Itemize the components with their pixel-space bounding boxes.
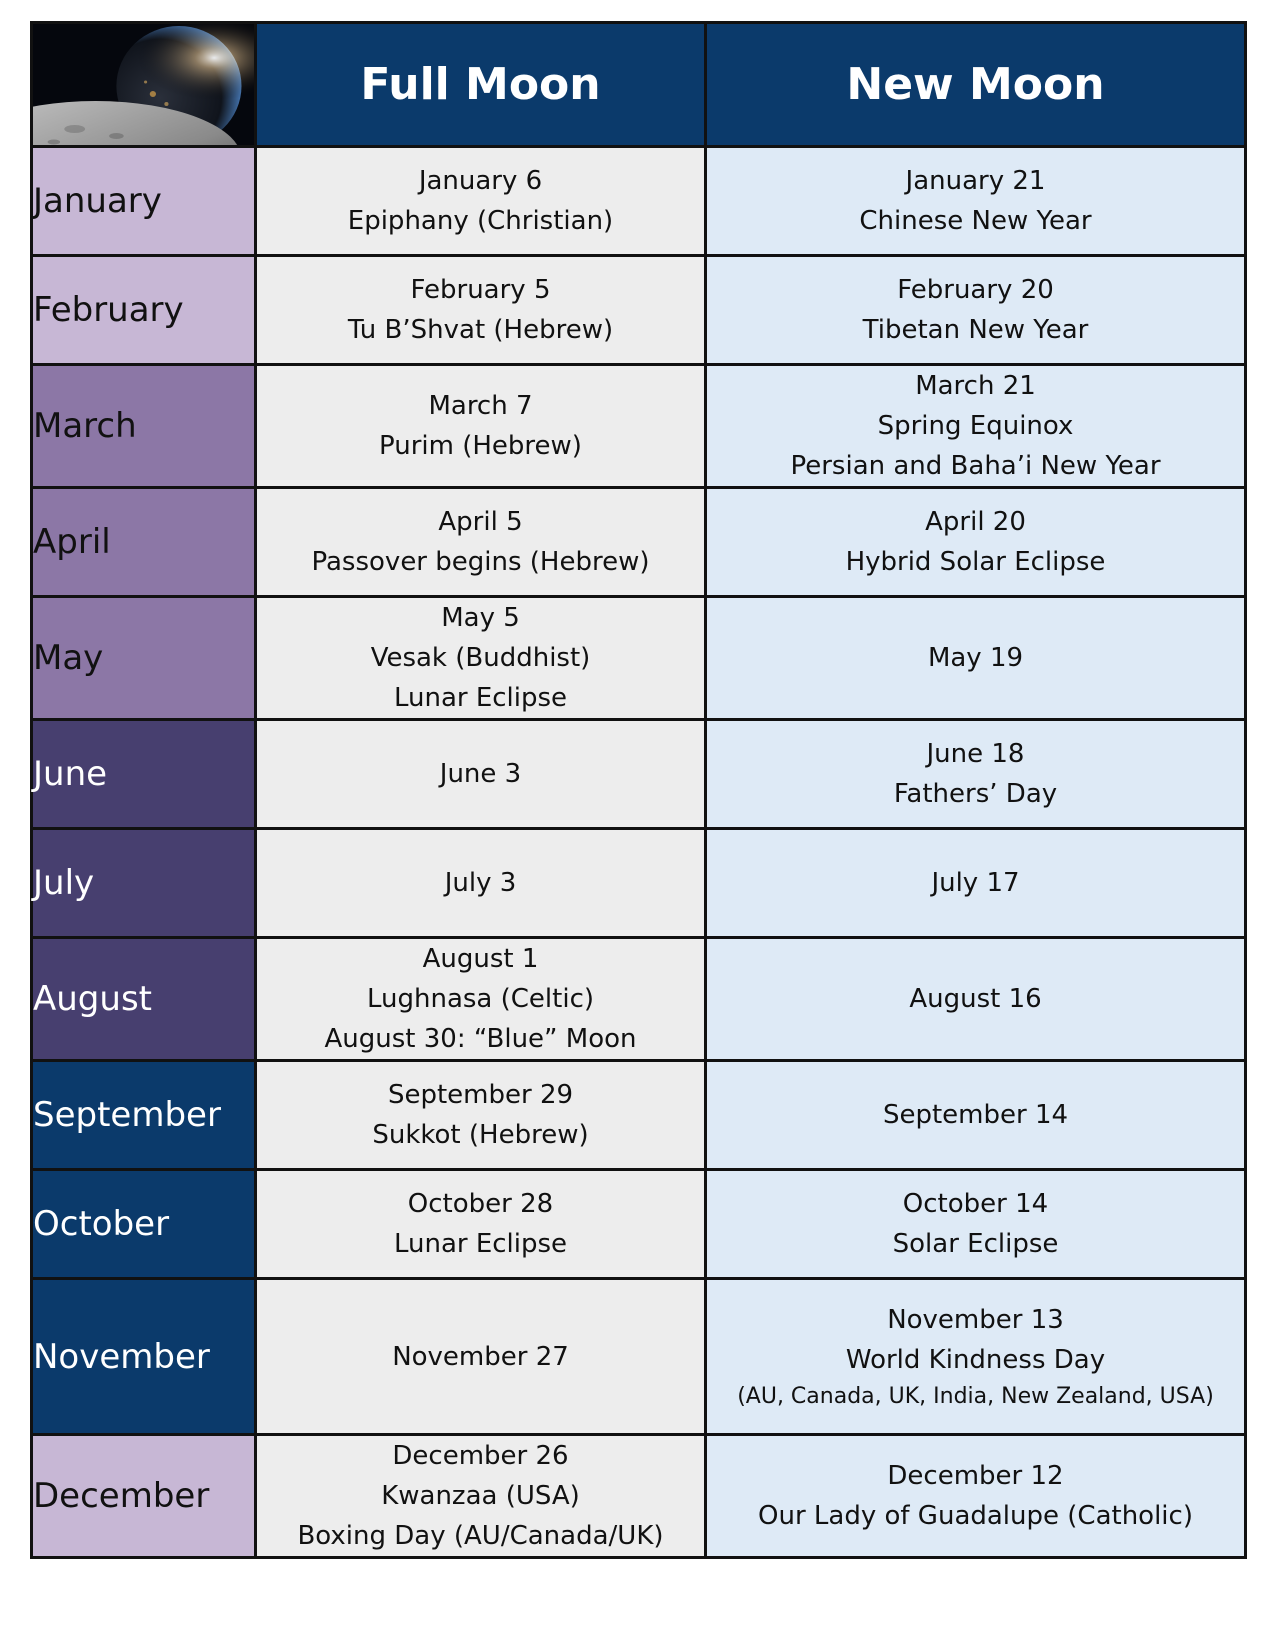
full-moon-cell [256,256,706,365]
month-label: February [32,256,256,365]
month-label: July [32,829,256,938]
full-moon-text: Kwanzaa (USA) [381,1481,580,1511]
month-label: October [32,1170,256,1279]
full-moon-text: Boxing Day (AU/Canada/UK) [297,1521,664,1551]
month-row [32,938,1246,1061]
full-moon-cell [256,938,706,1061]
full-moon-cell [256,488,706,597]
month-row [32,597,1246,720]
month-label: March [32,365,256,488]
new-moon-text: May 19 [927,643,1024,673]
full-moon-cell [256,829,706,938]
month-label: April [32,488,256,597]
new-moon-cell [706,720,1246,829]
full-moon-text: August 1 [422,944,539,974]
new-moon-text: Persian and Baha’i New Year [790,451,1161,481]
full-moon-text: August 30: “Blue” Moon [324,1024,637,1054]
month-row [32,720,1246,829]
planet-image [33,24,254,145]
full-moon-cell [256,597,706,720]
full-moon-cell [256,1435,706,1558]
new-moon-text: August 16 [909,984,1042,1014]
new-moon-text: April 20 [925,507,1026,537]
full-moon-text: October 28 [407,1189,554,1219]
new-moon-text: Hybrid Solar Eclipse [845,547,1106,577]
new-moon-text: February 20 [897,275,1054,305]
new-moon-cell [706,938,1246,1061]
full-moon-text: February 5 [410,275,551,305]
full-moon-text: Purim (Hebrew) [379,431,582,461]
new-moon-text: December 12 [887,1461,1064,1491]
new-moon-cell [706,488,1246,597]
full-moon-text: September 29 [387,1080,574,1110]
new-moon-text: September 14 [882,1100,1069,1130]
full-moon-cell [256,720,706,829]
month-label: June [32,720,256,829]
full-moon-cell [256,147,706,256]
month-row [32,1061,1246,1170]
new-moon-text: March 21 [915,371,1036,401]
full-moon-text: Tu B’Shvat (Hebrew) [347,315,614,345]
full-moon-cell [256,1061,706,1170]
new-moon-cell [706,365,1246,488]
full-moon-text: Epiphany (Christian) [347,206,614,236]
month-row [32,365,1246,488]
new-moon-text: January 21 [905,166,1046,196]
moon-calendar-table [30,21,1247,1559]
full-moon-text: June 3 [439,759,522,789]
new-moon-cell [706,829,1246,938]
full-moon-text: March 7 [428,391,533,421]
full-moon-text: Lughnasa (Celtic) [366,984,595,1014]
month-label: December [32,1435,256,1558]
new-moon-text: Fathers’ Day [893,779,1058,809]
month-label: January [32,147,256,256]
full-moon-text: January 6 [418,166,543,196]
full-moon-text: Lunar Eclipse [393,1229,568,1259]
header-row [32,23,1246,147]
moon-earth-image [32,23,256,147]
month-label: May [32,597,256,720]
full-moon-cell [256,1279,706,1435]
new-moon-text: Solar Eclipse [892,1229,1059,1259]
new-moon-text: July 17 [931,868,1020,898]
full-moon-text: Sukkot (Hebrew) [372,1120,589,1150]
full-moon-text: Passover begins (Hebrew) [311,547,650,577]
new-moon-header: New Moon [706,23,1246,147]
new-moon-text: Our Lady of Guadalupe (Catholic) [758,1501,1193,1531]
full-moon-text: July 3 [444,868,517,898]
month-row [32,1435,1246,1558]
full-moon-text: April 5 [438,507,523,537]
month-row [32,488,1246,597]
month-label: November [32,1279,256,1435]
full-moon-text: Vesak (Buddhist) [370,643,591,673]
full-moon-text: December 26 [392,1441,569,1471]
full-moon-text: May 5 [441,603,520,633]
new-moon-cell [706,1170,1246,1279]
full-moon-text: Lunar Eclipse [393,683,568,713]
new-moon-text: October 14 [902,1189,1049,1219]
new-moon-cell [706,256,1246,365]
new-moon-cell [706,1279,1246,1435]
new-moon-text: Chinese New Year [859,206,1092,236]
new-moon-note: (AU, Canada, UK, India, New Zealand, USA) [737,1383,1214,1409]
new-moon-cell [706,597,1246,720]
full-moon-text: November 27 [392,1341,569,1372]
full-moon-cell [256,1170,706,1279]
month-row [32,1279,1246,1435]
new-moon-text: Spring Equinox [877,411,1074,441]
new-moon-text: November 13 [887,1304,1064,1335]
month-row [32,829,1246,938]
new-moon-text: June 18 [926,739,1025,769]
month-label: September [32,1061,256,1170]
full-moon-cell [256,365,706,488]
new-moon-text: Tibetan New Year [862,315,1089,345]
month-label: August [32,938,256,1061]
month-row [32,147,1246,256]
new-moon-text: World Kindness Day [845,1344,1106,1375]
new-moon-cell [706,1435,1246,1558]
full-moon-header: Full Moon [256,23,706,147]
month-row [32,1170,1246,1279]
new-moon-cell [706,1061,1246,1170]
month-row [32,256,1246,365]
new-moon-cell [706,147,1246,256]
